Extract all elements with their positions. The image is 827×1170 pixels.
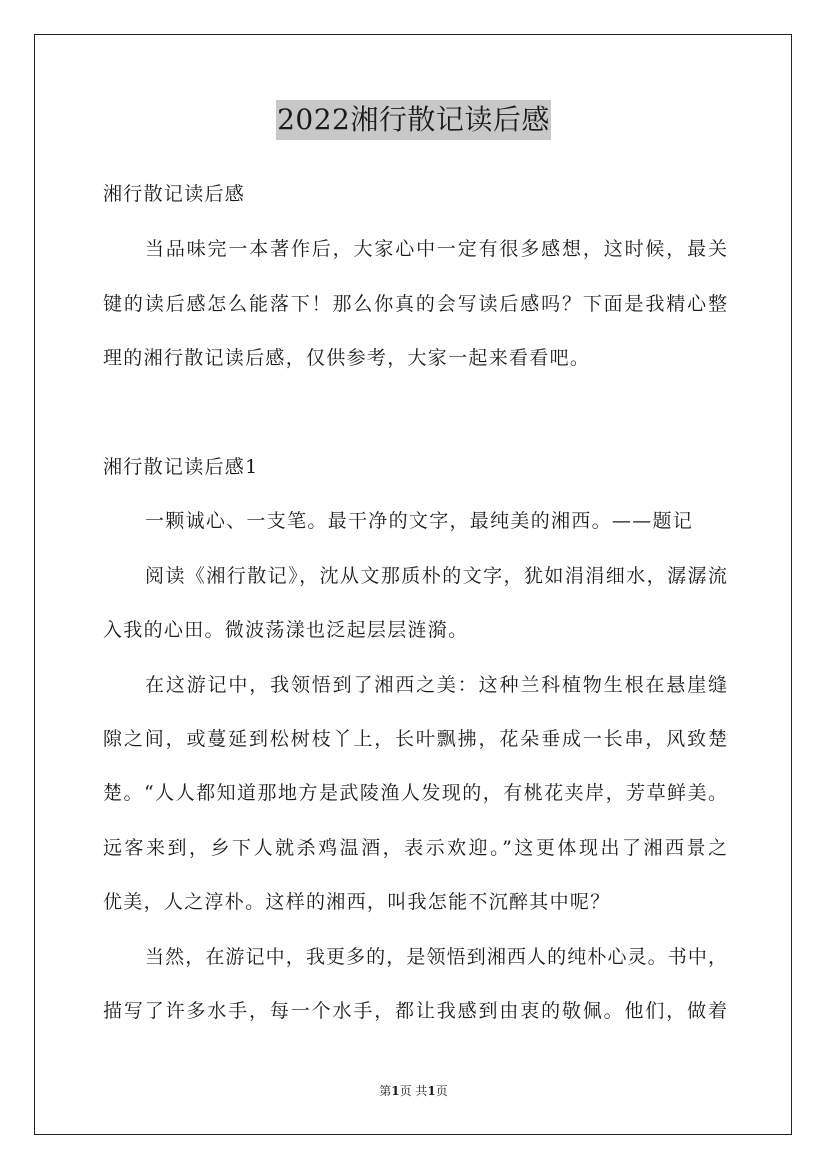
footer-page-number: 1 — [391, 1084, 400, 1098]
paragraph-line: 当品味完一本著作后，大家心中一定有很多感想，这时候，最关 — [145, 238, 727, 260]
paragraph-line: 入我的心田。微波荡漾也泛起层层涟漪。 — [103, 619, 469, 641]
title-container — [0, 100, 827, 140]
paragraph-line: 优美，人之淳朴。这样的湘西，叫我怎能不沉醉其中呢？ — [103, 891, 611, 913]
footer-suffix: 页 — [435, 1084, 448, 1098]
paragraph-line: 隙之间，或蔓延到松树枝丫上，长叶飘拂，花朵垂成一长串，风致楚 — [103, 728, 727, 750]
paragraph-line: 在这游记中，我领悟到了湘西之美：这种兰科植物生根在悬崖缝 — [145, 674, 727, 696]
paragraph-line: 阅读《湘行散记》，沈从文那质朴的文字，犹如涓涓细水，潺潺流 — [145, 565, 727, 587]
section-heading: 湘行散记读后感1 — [103, 456, 259, 478]
footer-prefix: 第 — [379, 1084, 392, 1098]
paragraph-line: 一颗诚心、一支笔。最干净的文字，最纯美的湘西。——题记 — [145, 510, 694, 532]
footer-page-total: 1 — [427, 1084, 436, 1098]
paragraph-line: 键的读后感怎么能落下！那么你真的会写读后感吗？下面是我精心整 — [103, 293, 727, 315]
paragraph-line: 理的湘行散记读后感，仅供参考，大家一起来看看吧。 — [103, 347, 591, 369]
paragraph-line: 远客来到，乡下人就杀鸡温酒，表示欢迎。”这更体现出了湘西景之 — [103, 837, 727, 859]
paragraph-line: 当然，在游记中，我更多的，是领悟到湘西人的纯朴心灵。书中， — [145, 946, 727, 968]
page-footer — [0, 1082, 827, 1100]
paragraph-line: 楚。“人人都知道那地方是武陵渔人发现的，有桃花夹岸，芳草鲜美。 — [103, 782, 727, 804]
document-title: 2022湘行散记读后感 — [276, 100, 551, 140]
section-heading: 湘行散记读后感 — [103, 183, 246, 205]
paragraph-line: 描写了许多水手，每一个水手，都让我感到由衷的敬佩。他们，做着 — [103, 1000, 727, 1022]
footer-middle: 页 共 — [399, 1084, 428, 1098]
